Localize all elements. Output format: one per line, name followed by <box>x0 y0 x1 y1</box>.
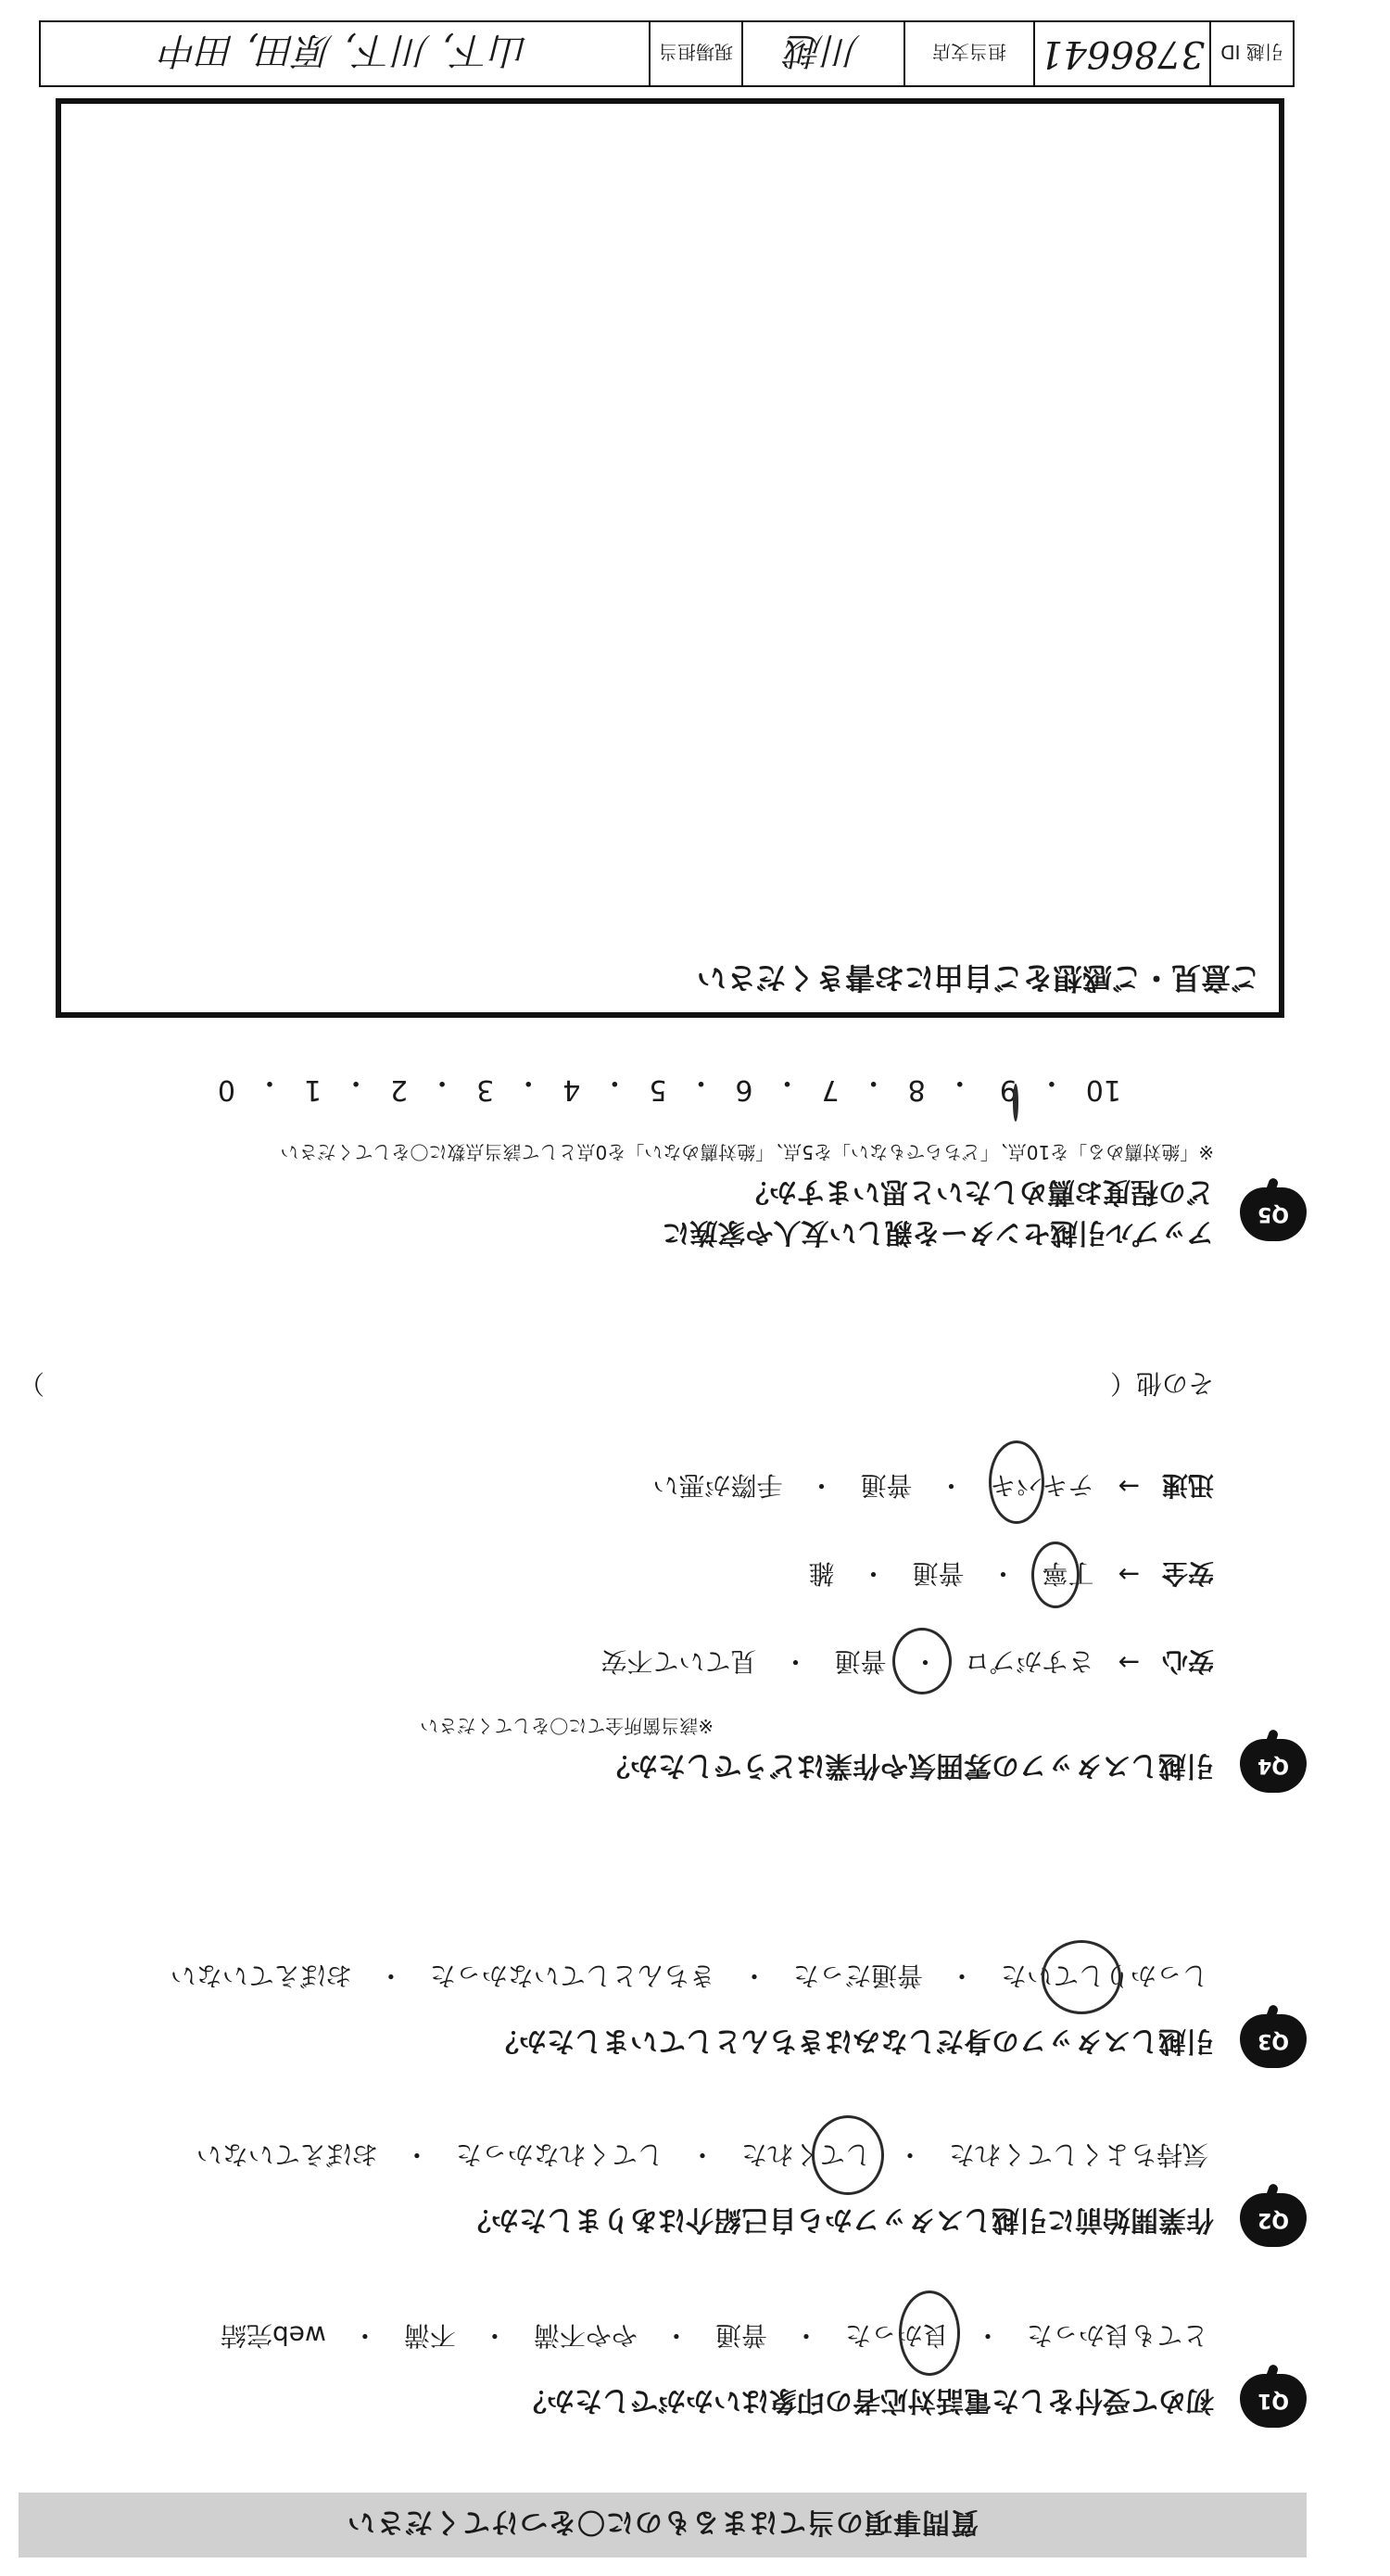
branch-label: 担当支店 <box>904 22 1033 85</box>
q2-title: 作業開始前に引越しスタッフから自己紹介はありましたか？ <box>463 2203 1214 2236</box>
q4-row-label: 安心 <box>1161 1646 1214 1677</box>
q1-option[interactable]: やや不満 <box>533 2320 638 2351</box>
q1-title: 初めて受付をした電話対応者の印象はいかがでしたか？ <box>519 2384 1214 2417</box>
q2-badge: Q2 <box>1240 2193 1307 2247</box>
q1-option[interactable]: web完結 <box>220 2320 326 2351</box>
instruction-banner: 質問事項の当てはまるものに〇をつけてください <box>19 2493 1307 2557</box>
q5-score[interactable]: 2 <box>390 1073 409 1106</box>
id-value: 3786641 <box>1033 22 1209 85</box>
q5-note: ※「絶対薦める」を10点、「どちらでもない」を5点、「絶対薦めない」を0点として該当点数に〇をしてください <box>280 1141 1214 1163</box>
q3-options: しっかりしていた ・ 普通だった ・ きちんとしていなかった ・ おぼえていない <box>165 1959 1214 1996</box>
selection-circle <box>812 2115 884 2195</box>
q2-option[interactable]: おぼえていない <box>196 2139 378 2170</box>
q5-score[interactable]: 7 <box>821 1073 840 1106</box>
q4-row-anshin: 安心 → さすがプロ ・ 普通 ・ 見ていて不安 <box>595 1644 1214 1681</box>
q5-title-line1: アップル引越センターを親しい友人や家族に <box>662 1216 1214 1249</box>
q4-row-anzen: 安全 → 丁寧 ・ 普通 ・ 雑 <box>802 1556 1214 1593</box>
selection-circle <box>1013 1084 1018 1122</box>
q5-score[interactable]: 0 <box>217 1073 235 1106</box>
q5-score[interactable]: 8 <box>907 1073 926 1106</box>
id-table <box>39 20 1295 87</box>
leader-value: 山下, 川下, 原田, 田中 <box>160 29 529 72</box>
q5-title-line2: どの程度お薦めしたいと思いますか？ <box>741 1175 1214 1208</box>
q3-option-selected[interactable]: しっかりしていた <box>995 1959 1214 1996</box>
q3-option[interactable]: おぼえていない <box>170 1961 352 1991</box>
question-4 <box>19 1311 1307 1793</box>
q3-badge: Q3 <box>1240 2014 1307 2068</box>
q5-score[interactable]: 1 <box>303 1073 322 1106</box>
q4-option[interactable]: 普通 <box>860 1470 913 1501</box>
question-2 <box>19 2108 1307 2247</box>
q5-score[interactable]: 10 <box>1085 1073 1121 1106</box>
selection-circle <box>1042 1940 1121 2014</box>
q4-other-close: ） <box>19 1368 45 1399</box>
selection-circle <box>892 1628 952 1694</box>
q4-note: ※該当箇所全てに〇をしてください <box>420 1715 714 1737</box>
q3-option[interactable]: 普通だった <box>792 1961 923 1991</box>
q1-option-selected[interactable]: 良かった <box>840 2318 954 2355</box>
q1-option[interactable]: とても良かった <box>1026 2320 1208 2351</box>
q2-option[interactable]: してくれなかった <box>455 2139 663 2170</box>
q4-option-selected[interactable]: テキパキ <box>985 1468 1100 1505</box>
q2-option-selected[interactable]: してくれた <box>736 2138 877 2175</box>
q4-row-label: 安全 <box>1161 1558 1214 1589</box>
q5-score-selected[interactable]: 9 <box>994 1065 1017 1106</box>
q4-other-label: その他（ <box>1109 1368 1214 1399</box>
comment-box[interactable] <box>56 98 1284 1018</box>
q5-badge: Q5 <box>1240 1187 1307 1241</box>
q3-title: 引越しスタッフの身だしなみはきちんとしていましたか？ <box>491 2024 1214 2057</box>
selection-circle <box>1031 1542 1080 1608</box>
q4-option-selected[interactable]: さすがプロ <box>959 1644 1100 1681</box>
selection-circle <box>989 1440 1044 1524</box>
selection-circle <box>899 2290 960 2376</box>
q4-option-selected[interactable]: 丁寧 <box>1037 1556 1100 1593</box>
q5-score[interactable]: 5 <box>649 1073 667 1106</box>
question-1 <box>19 2289 1307 2428</box>
q3-option[interactable]: きちんとしていなかった <box>429 1961 715 1991</box>
q4-title: 引越しスタッフの雰囲気や作業はどうでしたか？ <box>602 1749 1214 1782</box>
q4-row-label: 迅速 <box>1161 1470 1214 1501</box>
q4-row-jinsoku: 迅速 → テキパキ ・ 普通 ・ 手際が悪い <box>647 1468 1214 1505</box>
q1-option[interactable]: 普通 <box>714 2320 767 2351</box>
q2-options: 気持ちよくしてくれた ・ してくれた ・ してくれなかった ・ おぼえていない <box>191 2138 1214 2175</box>
q4-option[interactable]: 見ていて不安 <box>600 1646 757 1677</box>
question-5 <box>19 1047 1307 1260</box>
leader-label: 現場担当 <box>649 22 741 85</box>
q4-option[interactable]: 雑 <box>808 1558 835 1589</box>
q5-score[interactable]: 3 <box>476 1073 495 1106</box>
q1-options: とても良かった ・ 良かった ・ 普通 ・ やや不満 ・ 不満 ・ web完結 <box>215 2318 1214 2355</box>
q2-option[interactable]: 気持ちよくしてくれた <box>948 2139 1208 2170</box>
q5-score[interactable]: 6 <box>735 1073 753 1106</box>
q4-badge: Q4 <box>1240 1739 1307 1793</box>
q4-option[interactable]: 普通 <box>834 1646 887 1677</box>
q4-option[interactable]: 手際が悪い <box>652 1470 783 1501</box>
comment-title: ご意見・ご感想をご自由にお書きください <box>696 960 1260 996</box>
q4-option[interactable]: 普通 <box>912 1558 965 1589</box>
q4-other[interactable] <box>19 1366 1214 1403</box>
q5-scale: 10 ・ 9 ・ 8 ・ 7 ・ 6 ・ 5 ・ 4 ・ 3 ・ 2 ・ 1 ・ 0 <box>218 1065 1121 1106</box>
q1-option[interactable]: 不満 <box>403 2320 456 2351</box>
q5-score[interactable]: 4 <box>562 1073 581 1106</box>
question-3 <box>19 1929 1307 2068</box>
id-label: 引越 ID <box>1209 22 1293 85</box>
q1-badge: Q1 <box>1240 2374 1307 2428</box>
branch-value: 川越 <box>741 22 904 85</box>
